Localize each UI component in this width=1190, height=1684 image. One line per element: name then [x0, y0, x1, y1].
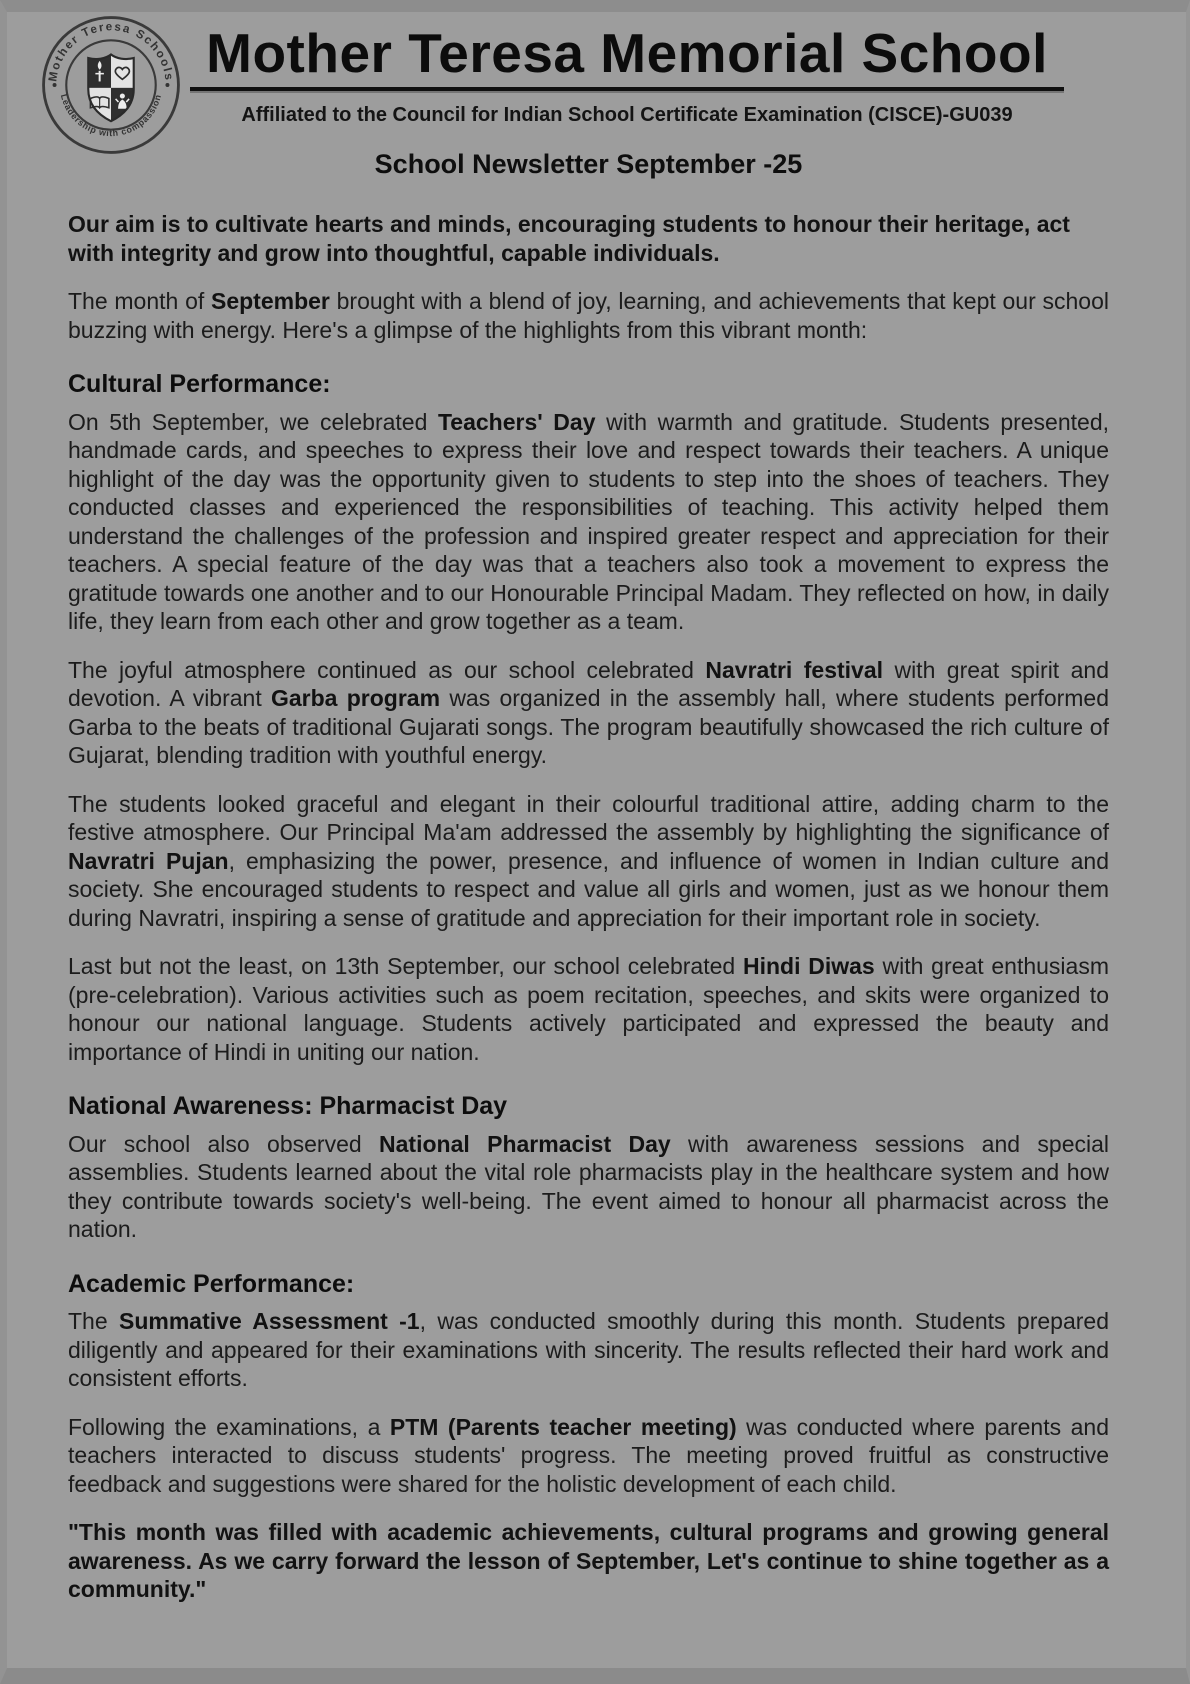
paragraph: The Summative Assessment -1, was conducted smoothly during this month. Students prepared diligently and appeared for their examinations with sincerity. The results reflected their hard work and consistent efforts. — [68, 1308, 1109, 1392]
section-heading: Cultural Performance: — [68, 370, 331, 399]
paragraph: Following the examinations, a PTM (Parents teacher meeting) was conducted where parents and teachers interacted to discuss students' progress. The meeting proved fruitful as constructive feedback and suggestions were shared for the holistic development of each child. — [68, 1413, 1110, 1497]
title-block — [190, 22, 1064, 127]
paragraph: Our aim is to cultivate hearts and minds, encouraging students to honour their heritage, act with integrity and grow into thoughtful, capable individuals. — [68, 211, 1070, 266]
paragraph: Our school also observed National Pharmacist Day with awareness sessions and special assemblies. Students learned about the vital role pharmacists play in the healthcare system and how they contribute towards society's well-being. The event aimed to honour all pharmacist across the nation. — [68, 1130, 1109, 1243]
newsletter-body — [68, 210, 1109, 1604]
paragraph: On 5th September, we celebrated Teachers' Day with warmth and gratitude. Students presented, handmade cards, and speeches to express their love and respect towards their teachers. A unique highlight of the day was the opportunity given to students to step into the shoes of teachers. They conducted classes and experienced the responsibilities of teaching. This activity helped them understand the challenges of the profession and inspired greater respect and appreciation for their teachers. A special feature of the day was that a teachers also took a movement to express the gratitude towards one another and to our Honourable Principal Madam. They reflected on how, in daily life, they learn from each other and grow together as a team. — [68, 408, 1110, 635]
paragraph: The students looked graceful and elegant in their colourful traditional attire, adding charm to the festive atmosphere. Our Principal Ma'am addressed the assembly by highlighting the significance of Navratri Pujan, emphasizing the power, presence, and influence of women in Indian culture and society. She encouraged students to respect and value all girls and women, just as we honour them during Navratri, inspiring a sense of gratitude and appreciation for their important role in society. — [68, 790, 1109, 931]
newsletter-title: School Newsletter September -25 — [374, 149, 803, 180]
logo-left-dot — [53, 83, 57, 87]
paragraph: The joyful atmosphere continued as our school celebrated Navratri festival with great spirit and devotion. A vibrant Garba program was organized in the assembly hall, where students performed Garba to the beats of traditional Gujarati songs. The program beautifully showcased the rich culture of Gujarat, blending tradition with youthful energy. — [68, 656, 1110, 769]
paragraph: Last but not the least, on 13th September, our school celebrated Hindi Diwas with great enthusiasm (pre-celebration). Various activities such as poem recitation, speeches, and skits were organized to honour our national language. Students actively participated and expressed the beauty and importance of Hindi in uniting our nation. — [68, 953, 1109, 1065]
logo-shield — [84, 50, 138, 125]
section-heading: National Awareness: Pharmacist Day — [68, 1092, 508, 1121]
newsletter-header — [0, 0, 1190, 180]
affiliation-text: Affiliated to the Council for Indian School Certificate Examination (CISCE)-GU039 — [241, 104, 1013, 127]
section-heading: Academic Performance: — [68, 1269, 355, 1298]
school-logo — [40, 14, 182, 156]
logo-bottom-text: Leadership with compassion — [58, 92, 164, 139]
logo-top-text: Mother Teresa Schools — [46, 20, 176, 83]
paragraph: The month of September brought with a blend of joy, learning, and achievements that kept our school buzzing with energy. Here's a glimpse of the highlights from this vibrant month: — [68, 288, 1109, 343]
logo-right-dot — [165, 83, 169, 87]
paragraph: "This month was filled with academic achievements, cultural programs and growing general awareness. As we carry forward the lesson of September, Let's continue to shine together as a community." — [68, 1519, 1109, 1603]
title-underline — [190, 87, 1064, 91]
school-name: Mother Teresa Memorial School — [206, 22, 1048, 84]
